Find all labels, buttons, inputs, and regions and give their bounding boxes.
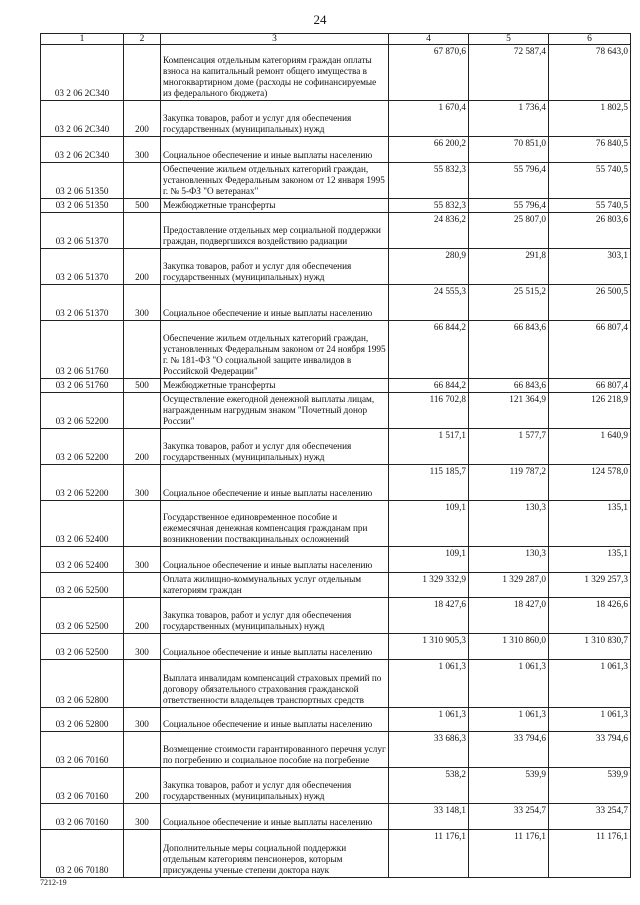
row-value-2026-cell: 126 218,9 — [549, 393, 631, 429]
row-expense-type-cell: 200 — [124, 768, 161, 804]
row-value-2025-cell: 1 329 287,0 — [469, 573, 549, 598]
row-value-2024-cell: 67 870,6 — [389, 45, 469, 101]
header-cell: 5 — [469, 34, 549, 45]
table-row — [41, 573, 631, 598]
row-code-cell: 03 2 06 70180 — [41, 830, 124, 878]
row-name-cell: Выплата инвалидам компенсаций страховых премий по договору обязательного страхования гражданской ответственности владельцев транспортных средств — [161, 660, 389, 708]
row-expense-type-cell: 200 — [124, 429, 161, 465]
row-value-2025-cell: 1 577,7 — [469, 429, 549, 465]
row-value-2024-cell: 1 310 905,3 — [389, 634, 469, 660]
row-name-cell: Межбюджетные трансферты — [161, 379, 389, 393]
row-value-2026-cell: 1 640,9 — [549, 429, 631, 465]
table-row — [41, 101, 631, 137]
row-value-2025-cell: 18 427,0 — [469, 598, 549, 634]
row-code-cell: 03 2 06 51370 — [41, 285, 124, 321]
row-name-cell: Закупка товаров, работ и услуг для обеспечения государственных (муниципальных) нужд — [161, 429, 389, 465]
row-expense-type-cell: 200 — [124, 249, 161, 285]
table-row — [41, 163, 631, 199]
table-row — [41, 634, 631, 660]
row-code-cell: 03 2 06 52400 — [41, 501, 124, 547]
header-cell: 3 — [161, 34, 389, 45]
row-code-cell: 03 2 06 51350 — [41, 199, 124, 213]
budget-table — [40, 33, 631, 878]
table-row — [41, 660, 631, 708]
row-code-cell: 03 2 06 51350 — [41, 163, 124, 199]
row-name-cell: Закупка товаров, работ и услуг для обеспечения государственных (муниципальных) нужд — [161, 598, 389, 634]
table-row — [41, 732, 631, 768]
row-value-2026-cell: 303,1 — [549, 249, 631, 285]
row-expense-type-cell: 300 — [124, 547, 161, 573]
row-name-cell: Социальное обеспечение и иные выплаты населению — [161, 708, 389, 732]
row-value-2024-cell: 1 517,1 — [389, 429, 469, 465]
row-value-2026-cell: 135,1 — [549, 547, 631, 573]
row-value-2024-cell: 1 670,4 — [389, 101, 469, 137]
row-value-2025-cell: 539,9 — [469, 768, 549, 804]
table-row — [41, 199, 631, 213]
row-value-2026-cell: 26 803,6 — [549, 213, 631, 249]
row-name-cell: Закупка товаров, работ и услуг для обеспечения государственных (муниципальных) нужд — [161, 249, 389, 285]
row-value-2025-cell: 70 851,0 — [469, 137, 549, 163]
row-value-2025-cell: 55 796,4 — [469, 199, 549, 213]
row-code-cell: 03 2 06 52500 — [41, 573, 124, 598]
footer-code: 7212-19 — [40, 878, 67, 887]
row-value-2025-cell: 130,3 — [469, 501, 549, 547]
row-expense-type-cell: 300 — [124, 708, 161, 732]
row-value-2025-cell: 33 794,6 — [469, 732, 549, 768]
row-expense-type-cell: 500 — [124, 199, 161, 213]
row-value-2025-cell: 66 843,6 — [469, 379, 549, 393]
table-row — [41, 465, 631, 501]
row-value-2026-cell: 33 254,7 — [549, 804, 631, 830]
row-expense-type-cell: 300 — [124, 137, 161, 163]
row-value-2025-cell: 66 843,6 — [469, 321, 549, 379]
row-code-cell: 03 2 06 52800 — [41, 660, 124, 708]
row-value-2026-cell: 1 802,5 — [549, 101, 631, 137]
row-code-cell: 03 2 06 51760 — [41, 321, 124, 379]
row-expense-type-cell: 300 — [124, 804, 161, 830]
row-expense-type-cell — [124, 45, 161, 101]
row-code-cell: 03 2 06 52200 — [41, 465, 124, 501]
row-value-2025-cell: 130,3 — [469, 547, 549, 573]
table-row — [41, 429, 631, 465]
row-value-2025-cell: 72 587,4 — [469, 45, 549, 101]
row-value-2024-cell: 24 555,3 — [389, 285, 469, 321]
table-row — [41, 501, 631, 547]
row-value-2026-cell: 539,9 — [549, 768, 631, 804]
row-value-2024-cell: 33 686,3 — [389, 732, 469, 768]
row-value-2024-cell: 55 832,3 — [389, 199, 469, 213]
row-expense-type-cell — [124, 573, 161, 598]
table-row — [41, 547, 631, 573]
row-code-cell: 03 2 06 70160 — [41, 804, 124, 830]
row-code-cell: 03 2 06 52200 — [41, 429, 124, 465]
row-value-2025-cell: 1 061,3 — [469, 660, 549, 708]
header-cell: 2 — [124, 34, 161, 45]
table-row — [41, 213, 631, 249]
row-value-2024-cell: 1 061,3 — [389, 708, 469, 732]
table-row — [41, 804, 631, 830]
row-value-2026-cell: 124 578,0 — [549, 465, 631, 501]
row-code-cell: 03 2 06 2С340 — [41, 137, 124, 163]
row-value-2024-cell: 24 836,2 — [389, 213, 469, 249]
row-value-2026-cell: 1 061,3 — [549, 708, 631, 732]
row-code-cell: 03 2 06 51760 — [41, 379, 124, 393]
table-row — [41, 137, 631, 163]
row-value-2025-cell: 1 310 860,0 — [469, 634, 549, 660]
row-name-cell: Социальное обеспечение и иные выплаты населению — [161, 804, 389, 830]
row-value-2025-cell: 121 364,9 — [469, 393, 549, 429]
header-cell: 4 — [389, 34, 469, 45]
row-expense-type-cell — [124, 393, 161, 429]
row-value-2024-cell: 55 832,3 — [389, 163, 469, 199]
row-value-2024-cell: 66 200,2 — [389, 137, 469, 163]
row-code-cell: 03 2 06 51370 — [41, 249, 124, 285]
table-row — [41, 598, 631, 634]
row-name-cell: Дополнительные меры социальной поддержки отдельным категориям пенсионеров, которым присуждены ученые степени доктора наук — [161, 830, 389, 878]
row-value-2025-cell: 119 787,2 — [469, 465, 549, 501]
row-value-2026-cell: 33 794,6 — [549, 732, 631, 768]
table-row — [41, 708, 631, 732]
row-name-cell: Социальное обеспечение и иные выплаты населению — [161, 137, 389, 163]
row-value-2024-cell: 11 176,1 — [389, 830, 469, 878]
row-name-cell: Государственное единовременное пособие и ежемесячная денежная компенсация гражданам при возникновении поствакцинальных осложнений — [161, 501, 389, 547]
row-value-2024-cell: 1 329 332,9 — [389, 573, 469, 598]
row-value-2026-cell: 26 500,5 — [549, 285, 631, 321]
row-value-2026-cell: 78 643,0 — [549, 45, 631, 101]
table-row — [41, 379, 631, 393]
row-value-2024-cell: 1 061,3 — [389, 660, 469, 708]
row-name-cell: Межбюджетные трансферты — [161, 199, 389, 213]
row-name-cell: Закупка товаров, работ и услуг для обеспечения государственных (муниципальных) нужд — [161, 768, 389, 804]
row-name-cell: Возмещение стоимости гарантированного перечня услуг по погребению и социальное пособие на погребение — [161, 732, 389, 768]
row-value-2025-cell: 25 515,2 — [469, 285, 549, 321]
row-value-2025-cell: 291,8 — [469, 249, 549, 285]
table-row — [41, 285, 631, 321]
row-expense-type-cell — [124, 321, 161, 379]
row-value-2025-cell: 33 254,7 — [469, 804, 549, 830]
row-name-cell: Социальное обеспечение и иные выплаты населению — [161, 465, 389, 501]
row-value-2026-cell: 66 807,4 — [549, 379, 631, 393]
row-value-2024-cell: 116 702,8 — [389, 393, 469, 429]
row-expense-type-cell — [124, 660, 161, 708]
row-code-cell: 03 2 06 2С340 — [41, 45, 124, 101]
table-row — [41, 321, 631, 379]
row-name-cell: Обеспечение жильем отдельных категорий граждан, установленных Федеральным законом от 24 ноября 1995 г. № 181-ФЗ "О социальной защите инвалидов в Российской Федерации" — [161, 321, 389, 379]
row-code-cell: 03 2 06 51370 — [41, 213, 124, 249]
row-expense-type-cell — [124, 732, 161, 768]
row-expense-type-cell: 500 — [124, 379, 161, 393]
row-value-2024-cell: 109,1 — [389, 547, 469, 573]
table-row — [41, 45, 631, 101]
row-value-2026-cell: 76 840,5 — [549, 137, 631, 163]
row-expense-type-cell: 300 — [124, 285, 161, 321]
header-cell: 1 — [41, 34, 124, 45]
row-value-2024-cell: 109,1 — [389, 501, 469, 547]
row-value-2024-cell: 66 844,2 — [389, 321, 469, 379]
row-code-cell: 03 2 06 52400 — [41, 547, 124, 573]
row-value-2026-cell: 55 740,5 — [549, 163, 631, 199]
header-cell: 6 — [549, 34, 631, 45]
row-expense-type-cell — [124, 501, 161, 547]
row-value-2024-cell: 538,2 — [389, 768, 469, 804]
row-value-2025-cell: 25 807,0 — [469, 213, 549, 249]
row-value-2025-cell: 1 061,3 — [469, 708, 549, 732]
row-code-cell: 03 2 06 52500 — [41, 598, 124, 634]
row-value-2024-cell: 280,9 — [389, 249, 469, 285]
row-code-cell: 03 2 06 52500 — [41, 634, 124, 660]
row-value-2024-cell: 66 844,2 — [389, 379, 469, 393]
row-code-cell: 03 2 06 70160 — [41, 732, 124, 768]
row-name-cell: Социальное обеспечение и иные выплаты населению — [161, 285, 389, 321]
row-value-2026-cell: 135,1 — [549, 501, 631, 547]
row-name-cell: Предоставление отдельных мер социальной поддержки граждан, подвергшихся воздействию радиации — [161, 213, 389, 249]
table-row — [41, 393, 631, 429]
row-value-2025-cell: 55 796,4 — [469, 163, 549, 199]
row-expense-type-cell — [124, 163, 161, 199]
row-code-cell: 03 2 06 52800 — [41, 708, 124, 732]
row-value-2025-cell: 1 736,4 — [469, 101, 549, 137]
row-expense-type-cell: 300 — [124, 634, 161, 660]
row-value-2024-cell: 18 427,6 — [389, 598, 469, 634]
table-row — [41, 768, 631, 804]
row-name-cell: Социальное обеспечение и иные выплаты населению — [161, 634, 389, 660]
row-value-2026-cell: 55 740,5 — [549, 199, 631, 213]
page-number: 24 — [313, 12, 327, 27]
row-name-cell: Обеспечение жильем отдельных категорий граждан, установленных Федеральным законом от 12 января 1995 г. № 5-ФЗ "О ветеранах" — [161, 163, 389, 199]
row-expense-type-cell: 300 — [124, 465, 161, 501]
row-value-2026-cell: 11 176,1 — [549, 830, 631, 878]
row-value-2026-cell: 1 310 830,7 — [549, 634, 631, 660]
row-name-cell: Компенсация отдельным категориям граждан оплаты взноса на капитальный ремонт общего имущества в многоквартирном доме (расходы не софинансируемые из федерального бюджета) — [161, 45, 389, 101]
row-expense-type-cell: 200 — [124, 598, 161, 634]
row-expense-type-cell: 200 — [124, 101, 161, 137]
table-row — [41, 249, 631, 285]
row-value-2025-cell: 11 176,1 — [469, 830, 549, 878]
row-expense-type-cell — [124, 213, 161, 249]
row-code-cell: 03 2 06 2С340 — [41, 101, 124, 137]
row-value-2026-cell: 1 329 257,3 — [549, 573, 631, 598]
row-name-cell: Оплата жилищно-коммунальных услуг отдельным категориям граждан — [161, 573, 389, 598]
row-value-2024-cell: 33 148,1 — [389, 804, 469, 830]
row-value-2024-cell: 115 185,7 — [389, 465, 469, 501]
row-name-cell: Закупка товаров, работ и услуг для обеспечения государственных (муниципальных) нужд — [161, 101, 389, 137]
row-value-2026-cell: 1 061,3 — [549, 660, 631, 708]
row-name-cell: Социальное обеспечение и иные выплаты населению — [161, 547, 389, 573]
row-value-2026-cell: 66 807,4 — [549, 321, 631, 379]
row-value-2026-cell: 18 426,6 — [549, 598, 631, 634]
row-code-cell: 03 2 06 70160 — [41, 768, 124, 804]
table-header-row — [41, 34, 631, 45]
row-name-cell: Осуществление ежегодной денежной выплаты лицам, награжденным нагрудным знаком "Почетный донор России" — [161, 393, 389, 429]
row-expense-type-cell — [124, 830, 161, 878]
table-row — [41, 830, 631, 878]
row-code-cell: 03 2 06 52200 — [41, 393, 124, 429]
